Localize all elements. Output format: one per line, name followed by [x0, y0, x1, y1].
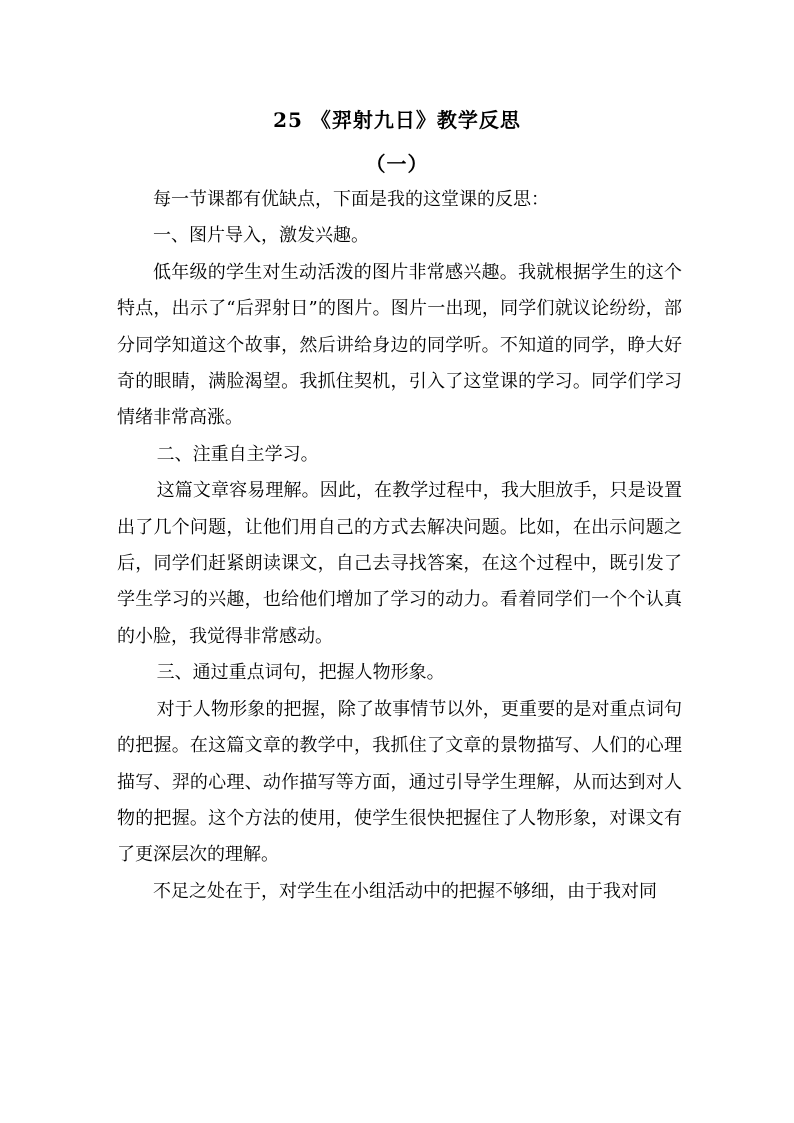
paragraph-1: 低年级的学生对生动活泼的图片非常感兴趣。我就根据学生的这个特点，出示了“后羿射日”的图片。图片一出现，同学们就议论纷纷，部分同学知道这个故事，然后讲给身边的同学听。不知道的同学，睁大好奇的眼睛，满脸渴望。我抓住契机，引入了这堂课的学习。同学们学习情绪非常高涨。: [117, 261, 682, 429]
section-heading-1: 一、图片导入，激发兴趣。: [153, 225, 369, 247]
paragraph-2: 这篇文章容易理解。因此，在教学过程中，我大胆放手，只是设置出了几个问题，让他们用自己的方式去解决问题。比如，在出示问题之后，同学们赶紧朗读课文，自己去寻找答案，在这个过程中，既引发了学生学习的兴趣，也给他们增加了学习的动力。看着同学们一个个认真的小脸，我觉得非常感动。: [117, 480, 682, 647]
document-title: 25 《羿射九日》教学反思: [273, 108, 521, 132]
document-body: [117, 182, 682, 910]
document-subtitle: （一）: [365, 152, 429, 176]
paragraph-4: 不足之处在于，对学生在小组活动中的把握不够细，由于我对同: [153, 880, 657, 902]
paragraph-3: 对于人物形象的把握，除了故事情节以外，更重要的是对重点词句的把握。在这篇文章的教学中，我抓住了文章的景物描写、人们的心理描写、羿的心理、动作描写等方面，通过引导学生理解，从而达到对人物的把握。这个方法的使用，使学生很快把握住了人物形象，对课文有了更深层次的理解。: [117, 698, 682, 866]
paragraph-intro: 每一节课都有优缺点，下面是我的这堂课的反思：: [153, 189, 549, 210]
section-heading-2: 二、注重自主学习。: [156, 443, 319, 465]
section-heading-3: 三、通过重点词句，把握人物形象。: [156, 662, 445, 684]
